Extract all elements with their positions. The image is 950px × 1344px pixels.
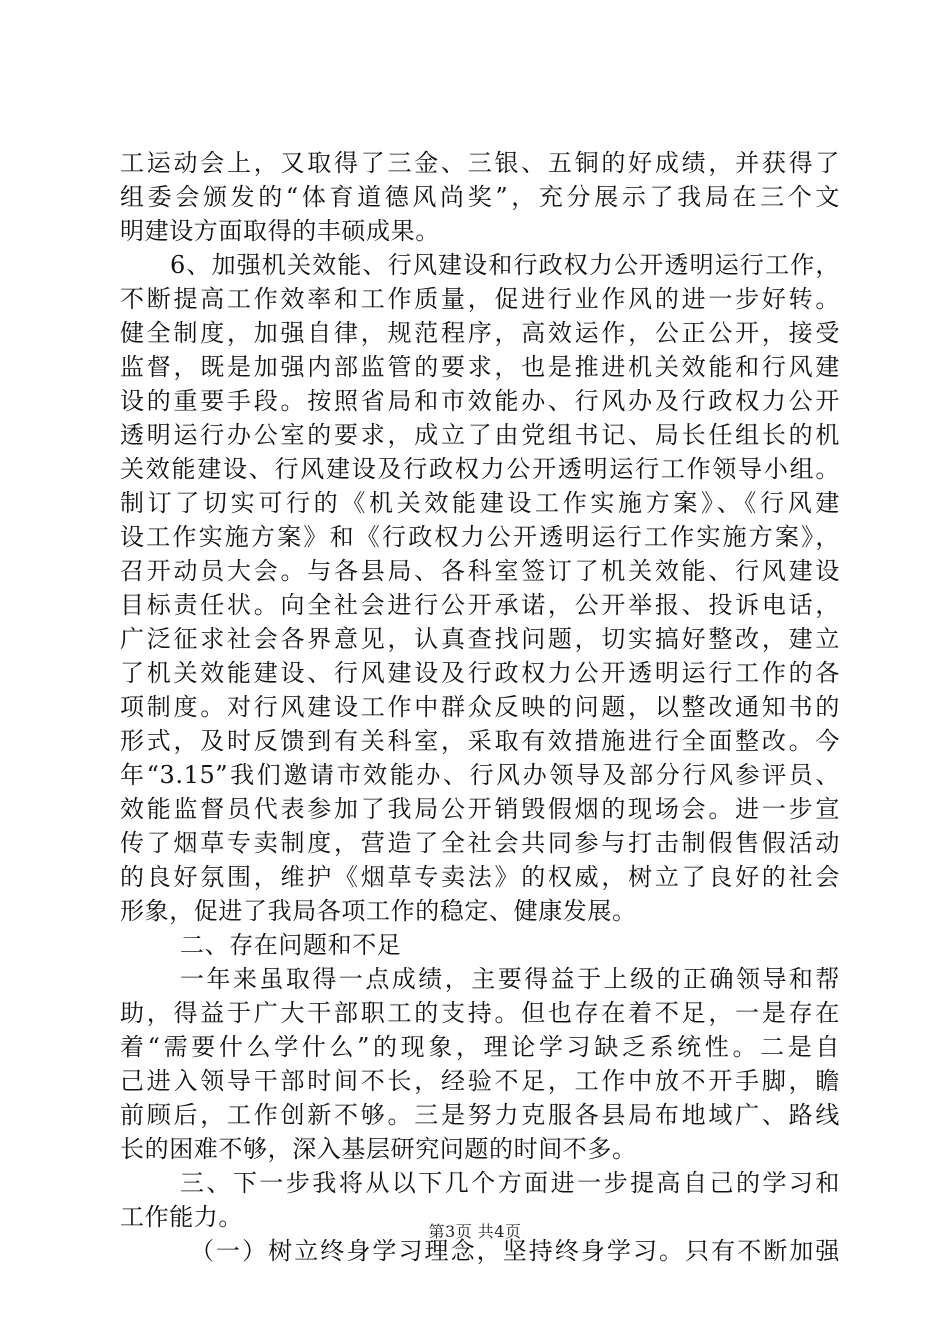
text-line: 传了烟草专卖制度，营造了全社会共同参与打击制假售假活动 xyxy=(120,829,840,857)
text-line: 助，得益于广大干部职工的支持。但也存在着不足，一是存在 xyxy=(120,999,840,1027)
text-line: 设工作实施方案》和《行政权力公开透明运行工作实施方案》， xyxy=(120,523,840,551)
text-line: 目标责任状。向全社会进行公开承诺，公开举报、投诉电话， xyxy=(120,591,840,619)
text-line: 年“3.15”我们邀请市效能办、行风办领导及部分行风参评员、 xyxy=(120,761,840,789)
text-line: 设的重要手段。按照省局和市效能办、行风办及行政权力公开 xyxy=(120,387,840,415)
text-line: 透明运行办公室的要求，成立了由党组书记、局长任组长的机 xyxy=(120,421,840,449)
text-line: 关效能建设、行风建设及行政权力公开透明运行工作领导小组。 xyxy=(120,455,840,483)
section-heading-next-steps: 三、下一步我将从以下几个方面进一步提高自己的学习和 xyxy=(180,1169,840,1197)
text-line: 长的困难不够，深入基层研究问题的时间不多。 xyxy=(120,1135,637,1163)
text-line: 健全制度，加强自律，规范程序，高效运作，公正公开，接受 xyxy=(120,319,840,347)
text-line: 监督，既是加强内部监管的要求，也是推进机关效能和行风建 xyxy=(120,353,840,381)
text-line: 前顾后，工作创新不够。三是努力克服各县局布地域广、路线 xyxy=(120,1101,840,1129)
text-line: 的良好氛围，维护《烟草专卖法》的权威，树立了良好的社会 xyxy=(120,863,840,891)
text-line: 制订了切实可行的《机关效能建设工作实施方案》、《行风建 xyxy=(120,489,840,517)
text-line: 了机关效能建设、行风建设及行政权力公开透明运行工作的各 xyxy=(120,659,840,687)
text-line: 形象，促进了我局各项工作的稳定、健康发展。 xyxy=(120,897,637,925)
text-line: 工运动会上，又取得了三金、三银、五铜的好成绩，并获得了 xyxy=(120,149,840,177)
text-line: 项制度。对行风建设工作中群众反映的问题，以整改通知书的 xyxy=(120,693,840,721)
section-6-heading-line: 6、加强机关效能、行风建设和行政权力公开透明运行工作， xyxy=(170,251,840,279)
text-line: 己进入领导干部时间不长，经验不足，工作中放不开手脚，瞻 xyxy=(120,1067,840,1095)
text-line: 组委会颁发的“体育道德风尚奖”，充分展示了我局在三个文 xyxy=(120,183,840,211)
subsection-heading-line: （一）树立终身学习理念，坚持终身学习。只有不断加强 xyxy=(190,1237,840,1265)
document-body xyxy=(120,146,840,1268)
text-line: 一年来虽取得一点成绩，主要得益于上级的正确领导和帮 xyxy=(180,965,840,993)
text-line: 不断提高工作效率和工作质量，促进行业作风的进一步好转。 xyxy=(120,285,840,313)
text-line: 着“需要什么学什么”的现象，理论学习缺乏系统性。二是自 xyxy=(120,1033,840,1061)
section-heading-problems: 二、存在问题和不足 xyxy=(180,931,402,959)
text-line: 形式，及时反馈到有关科室，采取有效措施进行全面整改。今 xyxy=(120,727,840,755)
page-number-footer: 第3页 共4页 xyxy=(428,1222,522,1241)
text-line: 明建设方面取得的丰硕成果。 xyxy=(120,217,440,245)
text-line: 工作能力。 xyxy=(120,1203,243,1231)
text-line: 效能监督员代表参加了我局公开销毁假烟的现场会。进一步宣 xyxy=(120,795,840,823)
text-line: 召开动员大会。与各县局、各科室签订了机关效能、行风建设 xyxy=(120,557,840,585)
text-line: 广泛征求社会各界意见，认真查找问题，切实搞好整改，建立 xyxy=(120,625,840,653)
